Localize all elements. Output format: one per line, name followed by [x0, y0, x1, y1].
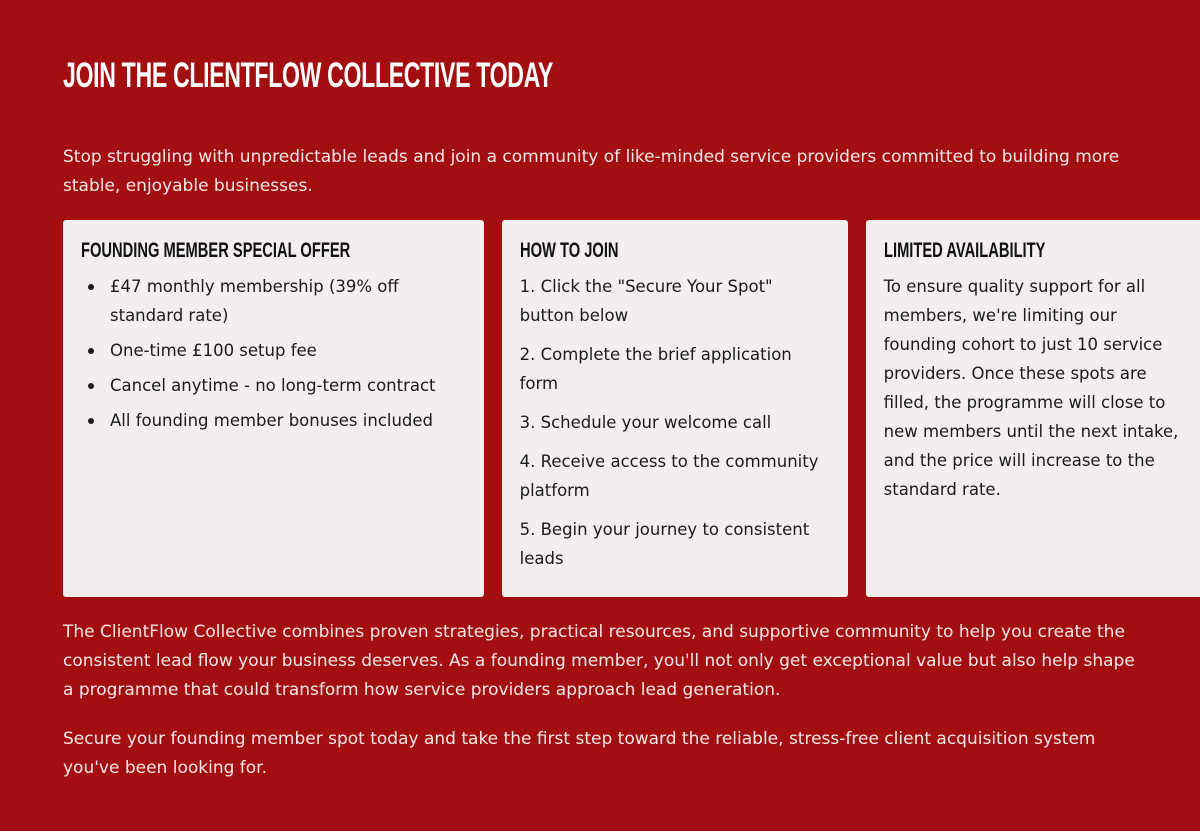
bullet-icon	[88, 284, 94, 290]
join-step: 3. Schedule your welcome call	[519, 413, 772, 432]
intro-text: Stop struggling with unpredictable leads and join a community of like-minded service providers committed to building more stable, enjoyable businesses.	[63, 147, 1120, 196]
page-title: JOIN THE CLIENTFLOW COLLECTIVE TODAY	[63, 56, 553, 95]
join-step: 5. Begin your journey to consistent leads	[519, 520, 810, 568]
list-item	[81, 336, 466, 365]
offer-card-title: FOUNDING MEMBER SPECIAL OFFER	[81, 239, 351, 262]
offer-card	[63, 220, 484, 597]
bullet-icon	[88, 418, 94, 424]
availability-card	[866, 220, 1200, 597]
how-to-join-card-title: HOW TO JOIN	[519, 239, 619, 262]
list-item	[81, 406, 466, 435]
info-cards	[63, 220, 1179, 597]
bullet-icon	[88, 383, 94, 389]
summary-paragraph: The ClientFlow Collective combines proven strategies, practical resources, and supportive community to help you create the consistent lead flow your business deserves. As a founding member, you'll not only get exceptional value but also help shape a programme that could transform how service providers approach lead generation.	[63, 622, 1135, 700]
availability-text: To ensure quality support for all members, we're limiting our founding cohort to just 10 service providers. Once these spots are filled, the programme will close to new members until the next intake, and the price will increase to the standard rate.	[883, 277, 1179, 499]
join-step: 4. Receive access to the community platform	[519, 452, 819, 500]
offer-list	[81, 272, 466, 435]
call-to-action-paragraph: Secure your founding member spot today and take the first step toward the reliable, stress-free client acquisition system you've been looking for.	[63, 729, 1096, 778]
list-item	[81, 371, 466, 400]
offer-item-text: All founding member bonuses included	[110, 411, 434, 430]
bullet-icon	[88, 348, 94, 354]
join-step: 1. Click the "Secure Your Spot" button below	[519, 277, 773, 325]
how-to-join-card	[502, 220, 848, 597]
offer-item-text: One-time £100 setup fee	[110, 341, 317, 360]
offer-item-text: £47 monthly membership (39% off standard rate)	[110, 277, 399, 325]
list-item	[81, 272, 466, 330]
offer-item-text: Cancel anytime - no long-term contract	[110, 376, 436, 395]
availability-card-title: LIMITED AVAILABILITY	[883, 239, 1046, 262]
join-step: 2. Complete the brief application form	[519, 345, 792, 393]
